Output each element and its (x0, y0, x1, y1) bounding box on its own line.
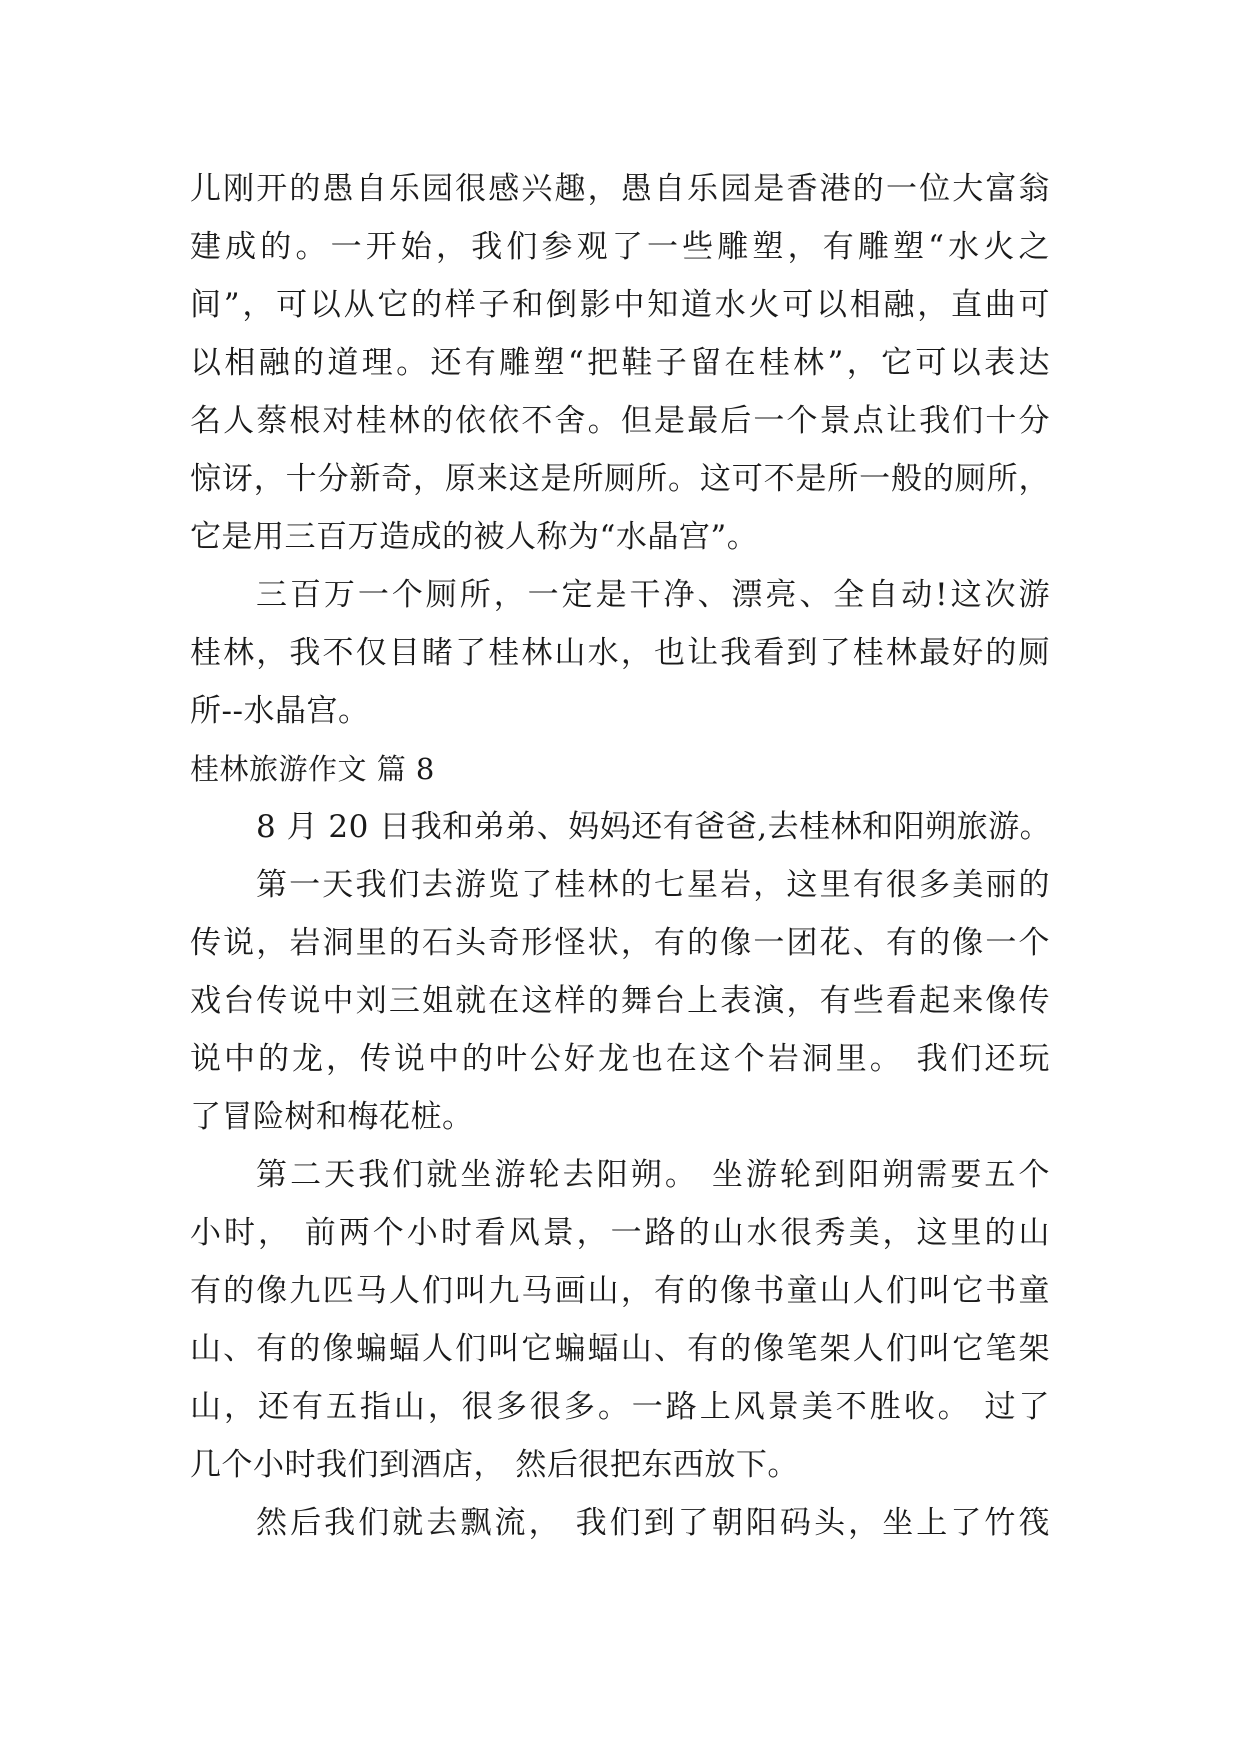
text-line: 名人蔡根对桂林的依依不舍。但是最后一个景点让我们十分 (190, 403, 1050, 439)
text-line: 传说，岩洞里的石头奇形怪状，有的像一团花、有的像一个 (190, 925, 1050, 961)
text-line: 惊讶，十分新奇，原来这是所厕所。这可不是所一般的厕所， (190, 461, 1050, 497)
text-line: 几个小时我们到酒店， 然后很把东西放下。 (190, 1447, 799, 1483)
paragraph-first-line: 然后我们就去飘流， 我们到了朝阳码头，坐上了竹筏 (256, 1505, 1050, 1541)
text-line: 了冒险树和梅花桩。 (190, 1099, 474, 1135)
paragraph-first-line: 第二天我们就坐游轮去阳朔。 坐游轮到阳朔需要五个 (256, 1157, 1050, 1193)
text-line: 山，还有五指山，很多很多。一路上风景美不胜收。 过了 (190, 1389, 1050, 1425)
text-line: 桂林，我不仅目睹了桂林山水，也让我看到了桂林最好的厕 (190, 635, 1050, 671)
section-heading: 桂林旅游作文 篇 8 (190, 752, 435, 786)
paragraph-first-line: 三百万一个厕所，一定是干净、漂亮、全自动!这次游 (256, 577, 1050, 613)
paragraph-first-line: 8 月 20 日我和弟弟、妈妈还有爸爸,去桂林和阳朔旅游。 (256, 809, 1052, 845)
text-line: 它是用三百万造成的被人称为“水晶宫”。 (190, 519, 759, 555)
text-line: 有的像九匹马人们叫九马画山，有的像书童山人们叫它书童 (190, 1273, 1050, 1309)
text-line: 小时， 前两个小时看风景，一路的山水很秀美，这里的山 (190, 1215, 1050, 1251)
paragraph-first-line: 第一天我们去游览了桂林的七星岩，这里有很多美丽的 (256, 867, 1050, 903)
text-line: 戏台传说中刘三姐就在这样的舞台上表演，有些看起来像传 (190, 983, 1050, 1019)
article-body (190, 160, 1050, 1552)
text-line: 建成的。一开始，我们参观了一些雕塑，有雕塑“水火之 (190, 229, 1050, 265)
text-line: 以相融的道理。还有雕塑“把鞋子留在桂林”，它可以表达 (190, 345, 1050, 381)
text-line: 所--水晶宫。 (190, 693, 370, 729)
text-line: 说中的龙，传说中的叶公好龙也在这个岩洞里。 我们还玩 (190, 1041, 1050, 1077)
text-line: 儿刚开的愚自乐园很感兴趣，愚自乐园是香港的一位大富翁 (190, 171, 1050, 207)
text-line: 山、有的像蝙蝠人们叫它蝙蝠山、有的像笔架人们叫它笔架 (190, 1331, 1050, 1367)
text-line: 间”，可以从它的样子和倒影中知道水火可以相融，直曲可 (190, 287, 1050, 323)
